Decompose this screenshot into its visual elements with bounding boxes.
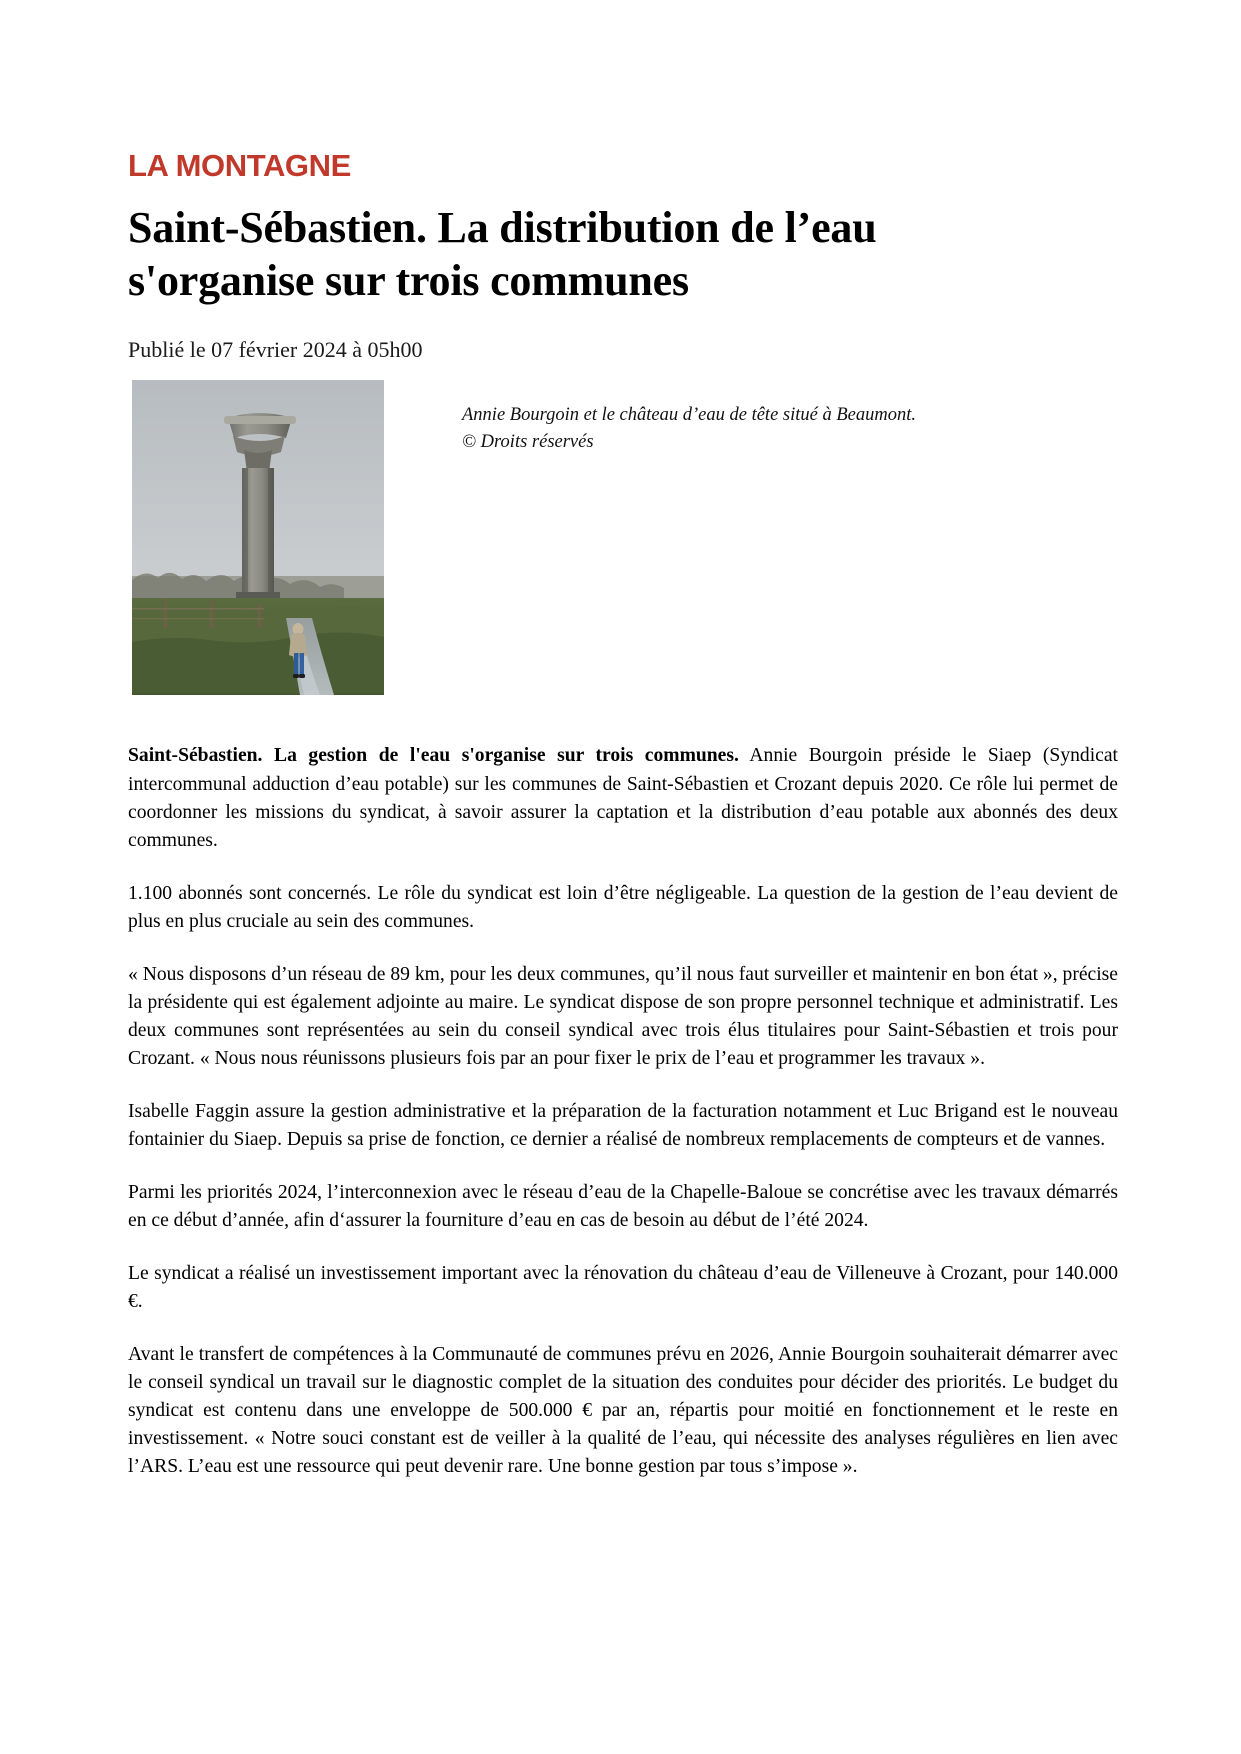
publication-date: Publié le 07 février 2024 à 05h00: [128, 336, 423, 362]
figure-caption-credit: © Droits réservés: [462, 431, 594, 452]
paragraph-text: Annie Bourgoin préside le Siaep (Syndicat intercommunal adduction d’eau potable) sur les communes de Saint-Sébastien et Crozant depuis 2020. Ce rôle lui permet de coordonner les missions du syndicat, à savoir assurer la captation et la distribution d’eau potable aux abonnés des deux communes.: [128, 745, 1118, 851]
paragraph-lead-in: Saint-Sébastien. La gestion de l'eau s'organise sur trois communes.: [128, 745, 739, 767]
article-paragraph: [128, 961, 1118, 1073]
article-figure: [128, 380, 1118, 702]
paragraph-text: 1.100 abonnés sont concernés. Le rôle du syndicat est loin d’être négligeable. La question de la gestion de l’eau devient de plus en plus cruciale au sein des communes.: [128, 882, 1118, 932]
article-body: [128, 742, 1118, 1480]
figure-caption: [462, 402, 1082, 455]
figure-caption-text: Annie Bourgoin et le château d’eau de tête situé à Beaumont.: [462, 405, 916, 426]
article-paragraph: [128, 1179, 1118, 1235]
article-photo: [132, 380, 384, 695]
paragraph-text: Isabelle Faggin assure la gestion administrative et la préparation de la facturation notamment et Luc Brigand est le nouveau fontainier du Siaep. Depuis sa prise de fonction, ce dernier a réalisé de nombreux remplacements de compteurs et de vannes.: [128, 1100, 1118, 1150]
paragraph-text: Parmi les priorités 2024, l’interconnexion avec le réseau d’eau de la Chapelle-Baloue se concrétise avec les travaux démarrés en ce début d’année, afin d‘assurer la fourniture d’eau en cas de besoin au début de l’été 2024.: [128, 1181, 1118, 1231]
article-paragraph: [128, 1098, 1118, 1154]
article-paragraph: [128, 880, 1118, 936]
page-title: Saint-Sébastien. La distribution de l’eau s'organise sur trois communes: [128, 202, 877, 306]
paragraph-text: Avant le transfert de compétences à la Communauté de communes prévu en 2026, Annie Bourgoin souhaiterait démarrer avec le conseil syndical un travail sur le diagnostic complet de la situation des conduites pour décider des priorités. Le budget du syndicat est contenu dans une enveloppe de 500.000 € par an, répartis pour moitié en fonctionnement et le reste en investissement. « Notre souci constant est de veiller à la qualité de l’eau, qui nécessite des analyses régulières en lien avec l’ARS. L’eau est une ressource qui peut devenir rare. Une bonne gestion par tous s’impose ».: [128, 1343, 1118, 1477]
article-paragraph: [128, 742, 1118, 854]
article-content: [128, 150, 1118, 1481]
water-tower-photo-illustration: [132, 380, 384, 695]
paragraph-text: « Nous disposons d’un réseau de 89 km, pour les deux communes, qu’il nous faut surveiller et maintenir en bon état », précise la présidente qui est également adjointe au maire. Le syndicat dispose de son propre personnel technique et administratif. Les deux communes sont représentées au sein du conseil syndical avec trois élus titulaires pour Saint-Sébastien et trois pour Crozant. « Nous nous réunissons plusieurs fois par an pour fixer le prix de l’eau et programmer les travaux ».: [128, 963, 1118, 1069]
article-paragraph: [128, 1260, 1118, 1316]
paragraph-text: Le syndicat a réalisé un investissement important avec la rénovation du château d’eau de Villeneuve à Crozant, pour 140.000 €.: [128, 1262, 1118, 1312]
article-paragraph: [128, 1341, 1118, 1481]
publication-masthead: LA MONTAGNE: [128, 148, 351, 183]
